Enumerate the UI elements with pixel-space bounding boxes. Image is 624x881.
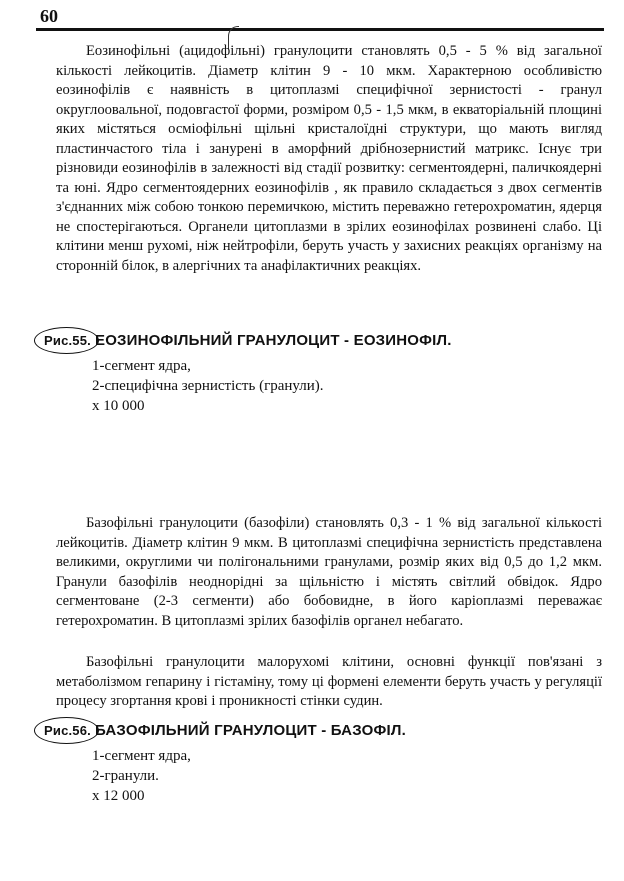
figure-56-label: Рис.56.: [40, 721, 95, 740]
figure-56-item-2: 2-гранули.: [92, 768, 159, 784]
figure-55-legend: [92, 356, 324, 416]
figure-55-magnification: х 10 000: [92, 398, 145, 414]
basophil-paragraph-2: Базофільні гранулоцити малорухомі клітини, основні функції пов'язані з метаболізмом гепарину і гістаміну, тому ці формені елементи беруть участь у регуляції процесу згортання крові і проникності стінки судин.: [56, 654, 602, 709]
header-rule: [36, 28, 604, 31]
basophil-paragraph-1: Базофільні гранулоцити (базофіли) становлять 0,3 - 1 % від загальної кількості лейкоцитів. Діаметр клітин 9 мкм. В цитоплазмі специфічна зернистість представлена великими, округлими чи полігональними гранулами, розмір яких від 0,5 до 1,2 мкм. Гранули базофілів неоднорідні за щільністю і містять світлий обвідок. Ядро сегментоване (2-3 сегменти) або бобовидне, в його каріоплазмі переважає гетерохроматин. В цитоплазмі зрілих базофілів органел небагато.: [56, 515, 602, 629]
figure-55-item-1: 1-сегмент ядра,: [92, 358, 191, 374]
figure-56-item-1: 1-сегмент ядра,: [92, 748, 191, 764]
page-number: 60: [40, 6, 58, 26]
figure-55-label: Рис.55.: [40, 331, 95, 350]
figure-56-magnification: х 12 000: [92, 788, 145, 804]
figure-56-caption: [40, 721, 406, 740]
figure-56-title: БАЗОФІЛЬНИЙ ГРАНУЛОЦИТ - БАЗОФІЛ.: [94, 722, 406, 739]
eosinophil-paragraph: Еозинофільні (ацидофільні) гранулоцити становлять 0,5 - 5 % від загальної кількості лейкоцитів. Діаметр клітин 9 - 10 мкм. Характерною особливістю еозинофілів є наявність в цитоплазмі специфічної зернистості - гранул округлоовальної, подовгастої форми, розміром 0,5 - 1,5 мкм, в екваторіальній площині яких містяться осміофільні щільні кристалоїдні структури, що мають вигляд пластинчастого тіла і занурені в аморфний дрібнозернистий матрикс. Існує три різновиди еозинофілів в залежності від стадії розвитку: сегментоядерні, паличкоядерні та юні. Ядро сегментоядерних еозинофілів , як правило складається з двох сегментів з'єднанних між собою тонкою перемичкою, містить переважно гетерохроматин, ядерця не спостерігаються. Органели цитоплазми в зрілих еозинофілах розвинені слабо. Ці клітини менш рухомі, ніж нейтрофіли, беруть участь у захисних реакціях організму на сторонній білок, в алергічних та анафілактичних реакціях.: [56, 43, 602, 274]
figure-55-title: ЕОЗИНОФІЛЬНИЙ ГРАНУЛОЦИТ - ЕОЗИНОФІЛ.: [94, 332, 452, 349]
figure-56-legend: [92, 746, 191, 806]
figure-55-item-2: 2-специфічна зернистість (гранули).: [92, 378, 324, 394]
figure-55-caption: [40, 331, 452, 350]
